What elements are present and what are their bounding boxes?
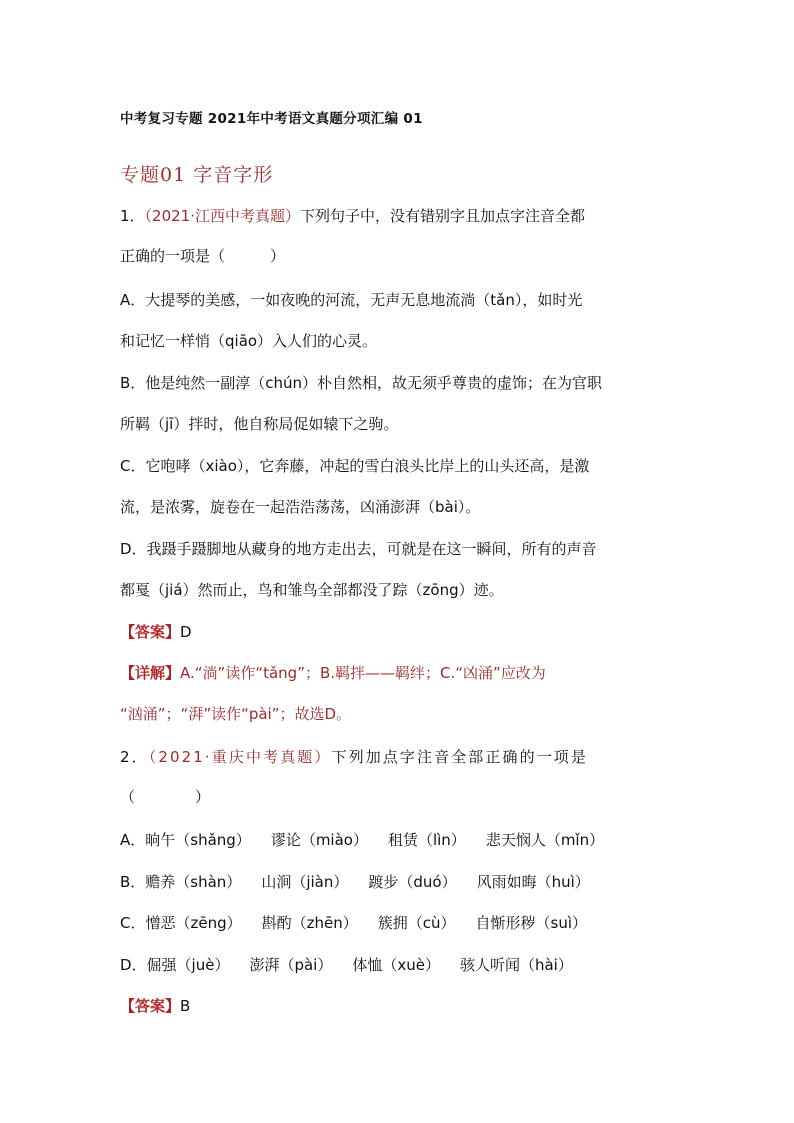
q2-number: 2． (120, 748, 149, 766)
q2-option-d-item: 澎湃（pài） (249, 956, 333, 974)
q2-option-a-item: 租赁（lìn） (387, 831, 466, 849)
q2-option-d-item: D．倔强（juè） (120, 956, 230, 974)
q2-option-c-item: 斟酌（zhēn） (261, 914, 358, 932)
q2-option-c-item: 簇拥（cù） (377, 914, 456, 932)
q2-option-c-item: C．憎恶（zēng） (120, 914, 242, 932)
q1-option-a-line-1: A．大提琴的美感，一如夜晚的河流，无声无息地流淌（tǎn），如时光 (120, 291, 583, 309)
q2-option-b-item: 山涧（jiàn） (261, 873, 349, 891)
q2-stem-1: 下列加点字注音全部正确的一项是 (331, 748, 589, 766)
q2-option-a-item: 谬论（miào） (270, 831, 368, 849)
q2-option-b-item: 风雨如晦（huì） (476, 873, 590, 891)
q1-answer (120, 621, 192, 642)
q1-option-c-line-2: 流，是浓雾，旋卷在一起浩浩荡荡，凶涌澎湃（bài）。 (120, 498, 481, 516)
q1-number: 1． (120, 207, 145, 225)
q2-option-b (120, 871, 590, 892)
q2-option-b-item: B．赡养（shàn） (120, 873, 242, 891)
q2-stem-line-2: （ ） (120, 788, 211, 806)
q2-answer-value: B (180, 997, 191, 1015)
q2-option-d-item: 骇人听闻（hài） (459, 956, 573, 974)
q2-option-a-item: 悲天悯人（mǐn） (485, 831, 605, 849)
q2-answer-label: 【答案】 (120, 997, 181, 1015)
document-header: 中考复习专题 2021年中考语文真题分项汇编 01 (120, 111, 423, 127)
q2-option-d-item: 体恤（xuè） (352, 956, 440, 974)
q2-source: （2021·重庆中考真题） (148, 748, 332, 766)
q1-answer-label: 【答案】 (120, 623, 181, 641)
q2-option-a (120, 829, 604, 850)
q2-option-a-item: A．晌午（shǎng） (120, 831, 251, 849)
q1-explain-line-2: “汹涌”；“湃”读作“pài”；故选D。 (120, 705, 352, 723)
q2-option-d (120, 954, 573, 975)
q1-source: （2021·江西中考真题） (144, 207, 300, 225)
q2-option-b-item: 踱步（duó） (368, 873, 457, 891)
q1-option-b-line-2: 所羁（jī）拌时，他自称局促如辕下之驹。 (120, 415, 399, 433)
q1-option-d-line-2: 都戛（jiá）然而止，鸟和雏鸟全部都没了踪（zōng）迹。 (120, 581, 504, 599)
q2-answer (120, 995, 190, 1016)
q1-stem-line-2: 正确的一项是（ ） (120, 247, 286, 265)
q1-stem-1: 下列句子中，没有错别字且加点字注音全都 (300, 207, 586, 225)
q2-option-c-item: 自惭形秽（suì） (475, 914, 587, 932)
q1-stem-line-1 (120, 205, 585, 226)
q1-explain-1: A.“淌”读作“tǎng”；B.羁拌——羁绊；C.“凶涌”应改为 (180, 664, 546, 682)
q1-explain-line-1 (120, 662, 546, 683)
q1-option-c-line-1: C．它咆哮（xiào），它奔藤，冲起的雪白浪头比岸上的山头还高，是激 (120, 457, 590, 475)
q1-option-d-line-1: D．我蹑手蹑脚地从藏身的地方走出去，可就是在这一瞬间，所有的声音 (120, 540, 597, 558)
q1-option-a-line-2: 和记忆一样悄（qiāo）入人们的心灵。 (120, 332, 378, 350)
q2-stem-line-1 (120, 746, 588, 767)
q1-explain-label: 【详解】 (120, 664, 181, 682)
q1-answer-value: D (180, 623, 192, 641)
q1-option-b-line-1: B．他是纯然一副淳（chún）朴自然相，故无须乎尊贵的虚饰；在为官职 (120, 374, 603, 392)
section-title: 专题01 字音字形 (120, 164, 274, 186)
q2-option-c (120, 912, 587, 933)
